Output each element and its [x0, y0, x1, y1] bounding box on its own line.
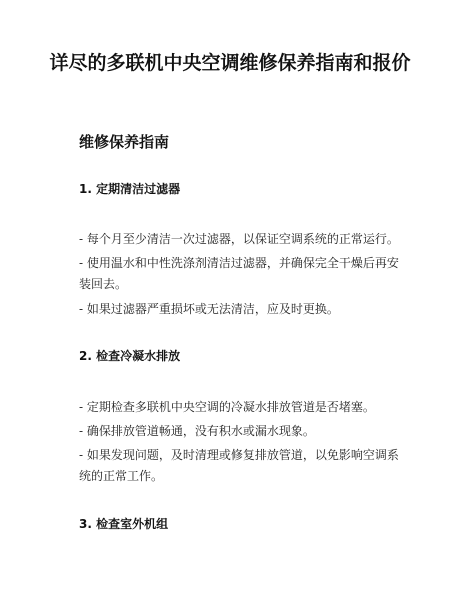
document-title: 详尽的多联机中央空调维修保养指南和报价 — [49, 52, 411, 74]
subsection-1-heading: 1. 定期清洁过滤器 — [79, 182, 181, 196]
subsection-2-item-2: - 确保排放管道畅通，没有积水或漏水现象。 — [79, 424, 315, 438]
section-heading: 维修保养指南 — [79, 133, 170, 151]
subsection-1-item-1: - 每个月至少清洁一次过滤器，以保证空调系统的正常运行。 — [79, 232, 399, 246]
subsection-3-heading: 3. 检查室外机组 — [79, 517, 169, 531]
subsection-1-item-3: - 如果过滤器严重损坏或无法清洁，应及时更换。 — [79, 302, 339, 316]
subsection-1-item-2: - 使用温水和中性洗涤剂清洁过滤器，并确保完全干燥后再安装回去。 — [79, 256, 399, 291]
subsection-2-item-3: - 如果发现问题，及时清理或修复排放管道，以免影响空调系统的正常工作。 — [79, 448, 399, 483]
subsection-2-item-1: - 定期检查多联机中央空调的冷凝水排放管道是否堵塞。 — [79, 400, 375, 414]
subsection-2-heading: 2. 检查冷凝水排放 — [79, 349, 181, 363]
